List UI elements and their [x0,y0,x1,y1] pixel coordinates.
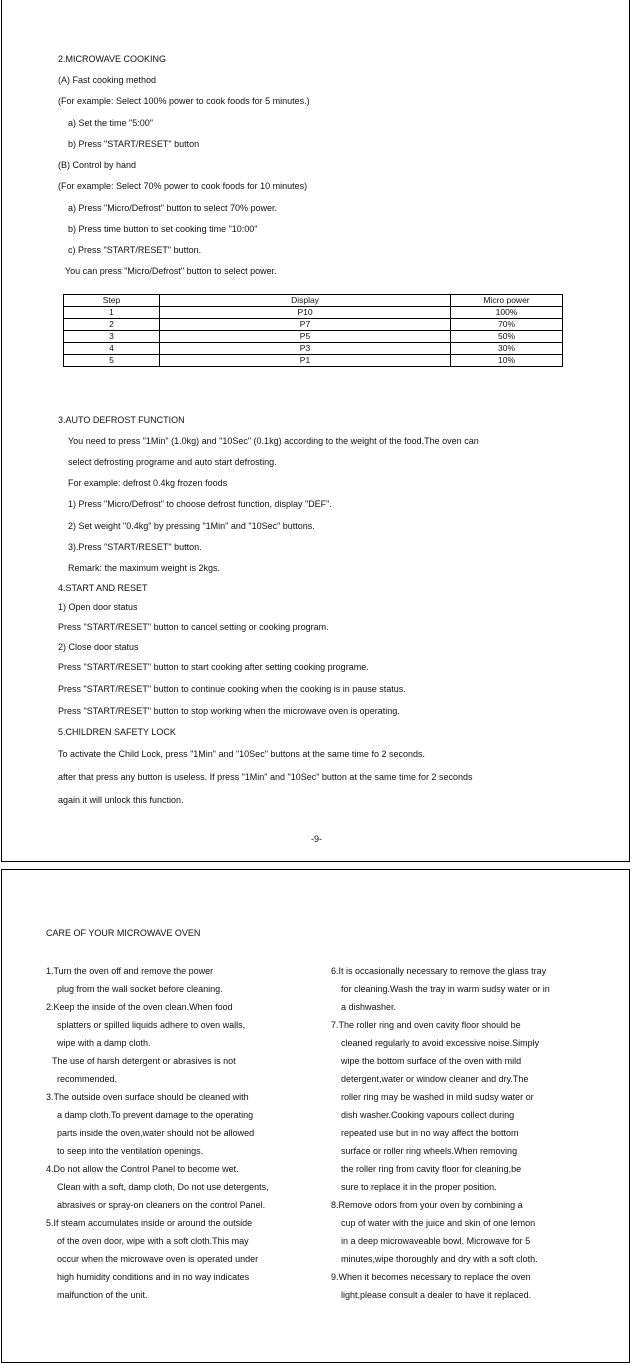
care-left-line: wipe with a damp cloth. [57,1038,151,1048]
cell-step: 4 [64,343,160,355]
cell-display: P1 [160,355,451,367]
cell-display: P7 [160,319,451,331]
care-left-line: 4.Do not allow the Control Panel to become wet. [46,1164,239,1174]
table-row [64,307,563,319]
care-right-line: dish washer.Cooking vapours collect during [341,1110,515,1120]
text-line: (For example: Select 70% power to cook foods for 10 minutes) [58,181,308,191]
cell-display: P5 [160,331,451,343]
manual-page-9 [1,0,630,862]
care-right-line: sure to replace it in the proper position. [341,1182,497,1192]
text-line: For example: defrost 0.4kg frozen foods [68,478,228,488]
care-left-line: splatters or spilled liquids adhere to oven walls, [57,1020,246,1030]
text-line: You need to press "1Min" (1.0kg) and "10Sec" (0.1kg) according to the weight of the food.The oven can [68,436,479,446]
text-line: Press "START/RESET" button to start cooking after setting cooking programe. [58,662,369,672]
section-heading-children-safety-lock: 5.CHILDREN SAFETY LOCK [58,727,176,737]
section-heading-microwave-cooking: 2.MICROWAVE COOKING [58,54,167,64]
care-left-line: 3.The outside oven surface should be cleaned with [46,1092,249,1102]
cell-power: 30% [451,343,563,355]
care-left-line: The use of harsh detergent or abrasives is not [52,1056,236,1066]
text-line: To activate the Child Lock, press "1Min" and "10Sec" buttons at the same time fo 2 seconds. [58,749,425,759]
text-line: again it will unlock this function. [58,795,184,805]
text-line: Remark: the maximum weight is 2kgs. [68,563,221,573]
care-right-line: for cleaning.Wash the tray in warm sudsy water or in [341,984,550,994]
text-line: 1) Open door status [58,602,138,612]
power-level-table [63,294,563,367]
care-left-line: recommended. [57,1074,118,1084]
care-right-line: light,please consult a dealer to have it replaced. [341,1290,532,1300]
cell-power: 10% [451,355,563,367]
care-right-line: 8.Remove odors from your oven by combining a [331,1200,523,1210]
text-line: b) Press "START/RESET" button [68,139,200,149]
care-left-line: 5.If steam accumulates inside or around the outside [46,1218,253,1228]
care-left-line: Clean with a soft, damp cloth, Do not use detergents, [57,1182,269,1192]
care-right-line: in a deep microwaveable bowl. Microwave for 5 [341,1236,531,1246]
text-line: Press "START/RESET" button to stop working when the microwave oven is operating. [58,706,400,716]
cell-power: 50% [451,331,563,343]
text-line: You can press "Micro/Defrost" button to select power. [65,266,277,276]
table-row [64,343,563,355]
care-right-line: wipe the bottom surface of the oven with mild [341,1056,522,1066]
text-line: after that press any button is useless. If press "1Min" and "10Sec" button at the same time for 2 seconds [58,772,473,782]
text-line: Press "START/RESET" button to cancel setting or cooking program. [58,622,329,632]
section-heading-auto-defrost: 3.AUTO DEFROST FUNCTION [58,415,185,425]
care-left-line: 2.Keep the inside of the oven clean.When food [46,1002,233,1012]
text-line: 2) Close door status [58,642,139,652]
text-line: 3).Press "START/RESET" button. [68,542,202,552]
care-left-line: parts inside the oven,water should not be allowed [57,1128,255,1138]
cell-step: 1 [64,307,160,319]
text-line: 1) Press "Micro/Defrost" to choose defrost function, display "DEF". [68,499,332,509]
column-header-step: Step [64,295,160,307]
text-line: (For example: Select 100% power to cook foods for 5 minutes.) [58,96,310,106]
care-left-line: a damp cloth.To prevent damage to the operating [57,1110,254,1120]
cell-step: 5 [64,355,160,367]
table-row [64,331,563,343]
cell-power: 70% [451,319,563,331]
text-line: (A) Fast cooking method [58,75,157,85]
care-right-line: the roller ring from cavity floor for cleaning,be [341,1164,522,1174]
care-right-line: roller ring may be washed in mild sudsy water or [341,1092,534,1102]
care-left-line: high humidity conditions and in no way indicates [57,1272,250,1282]
care-left-line: plug from the wall socket before cleaning. [57,984,223,994]
care-right-line: detergent,water or window cleaner and dry.The [341,1074,529,1084]
text-line: Press "START/RESET" button to continue cooking when the cooking is in pause status. [58,684,406,694]
table-row [64,355,563,367]
text-line: (B) Control by hand [58,160,137,170]
care-left-line: to seep into the ventilation openings. [57,1146,204,1156]
cell-step: 3 [64,331,160,343]
care-left-line: of the oven door, wipe with a soft cloth.This may [57,1236,249,1246]
page-number: -9- [311,834,322,844]
text-line: 2) Set weight "0.4kg" by pressing "1Min" and "10Sec" buttons. [68,521,315,531]
care-right-line: a dishwasher. [341,1002,397,1012]
table-row [64,319,563,331]
column-header-display: Display [160,295,451,307]
care-right-line: 9.When it becomes necessary to replace the oven [331,1272,531,1282]
manual-page-care [1,869,630,1363]
care-left-line: 1.Turn the oven off and remove the power [46,966,214,976]
table-header-row [64,295,563,307]
care-right-line: 7.The roller ring and oven cavity floor should be [331,1020,521,1030]
care-right-line: cup of water with the juice and skin of one lemon [341,1218,536,1228]
page-title: CARE OF YOUR MICROWAVE OVEN [46,928,201,938]
column-header-micro-power: Micro power [451,295,563,307]
care-right-line: minutes,wipe thoroughly and dry with a soft cloth. [341,1254,538,1264]
care-left-line: malfunction of the unit. [57,1290,148,1300]
cell-display: P3 [160,343,451,355]
care-left-line: occur when the microwave oven is operated under [57,1254,259,1264]
cell-power: 100% [451,307,563,319]
text-line: a) Set the time "5:00" [68,118,153,128]
text-line: select defrosting programe and auto start defrosting. [68,457,277,467]
section-heading-start-reset: 4.START AND RESET [58,583,148,593]
care-left-line: abrasives or spray-on cleaners on the control Panel. [57,1200,266,1210]
cell-display: P10 [160,307,451,319]
cell-step: 2 [64,319,160,331]
care-right-line: surface or roller ring wheels.When removing [341,1146,518,1156]
text-line: a) Press "Micro/Defrost" button to select 70% power. [68,203,277,213]
care-right-line: repeated use but in no way affect the bottom [341,1128,519,1138]
text-line: b) Press time button to set cooking time "10:00" [68,224,258,234]
care-right-line: cleaned regularly to avoid excessive noise.Simply [341,1038,540,1048]
care-right-line: 6.It is occasionally necessary to remove the glass tray [331,966,547,976]
text-line: c) Press "START/RESET" button. [68,245,202,255]
